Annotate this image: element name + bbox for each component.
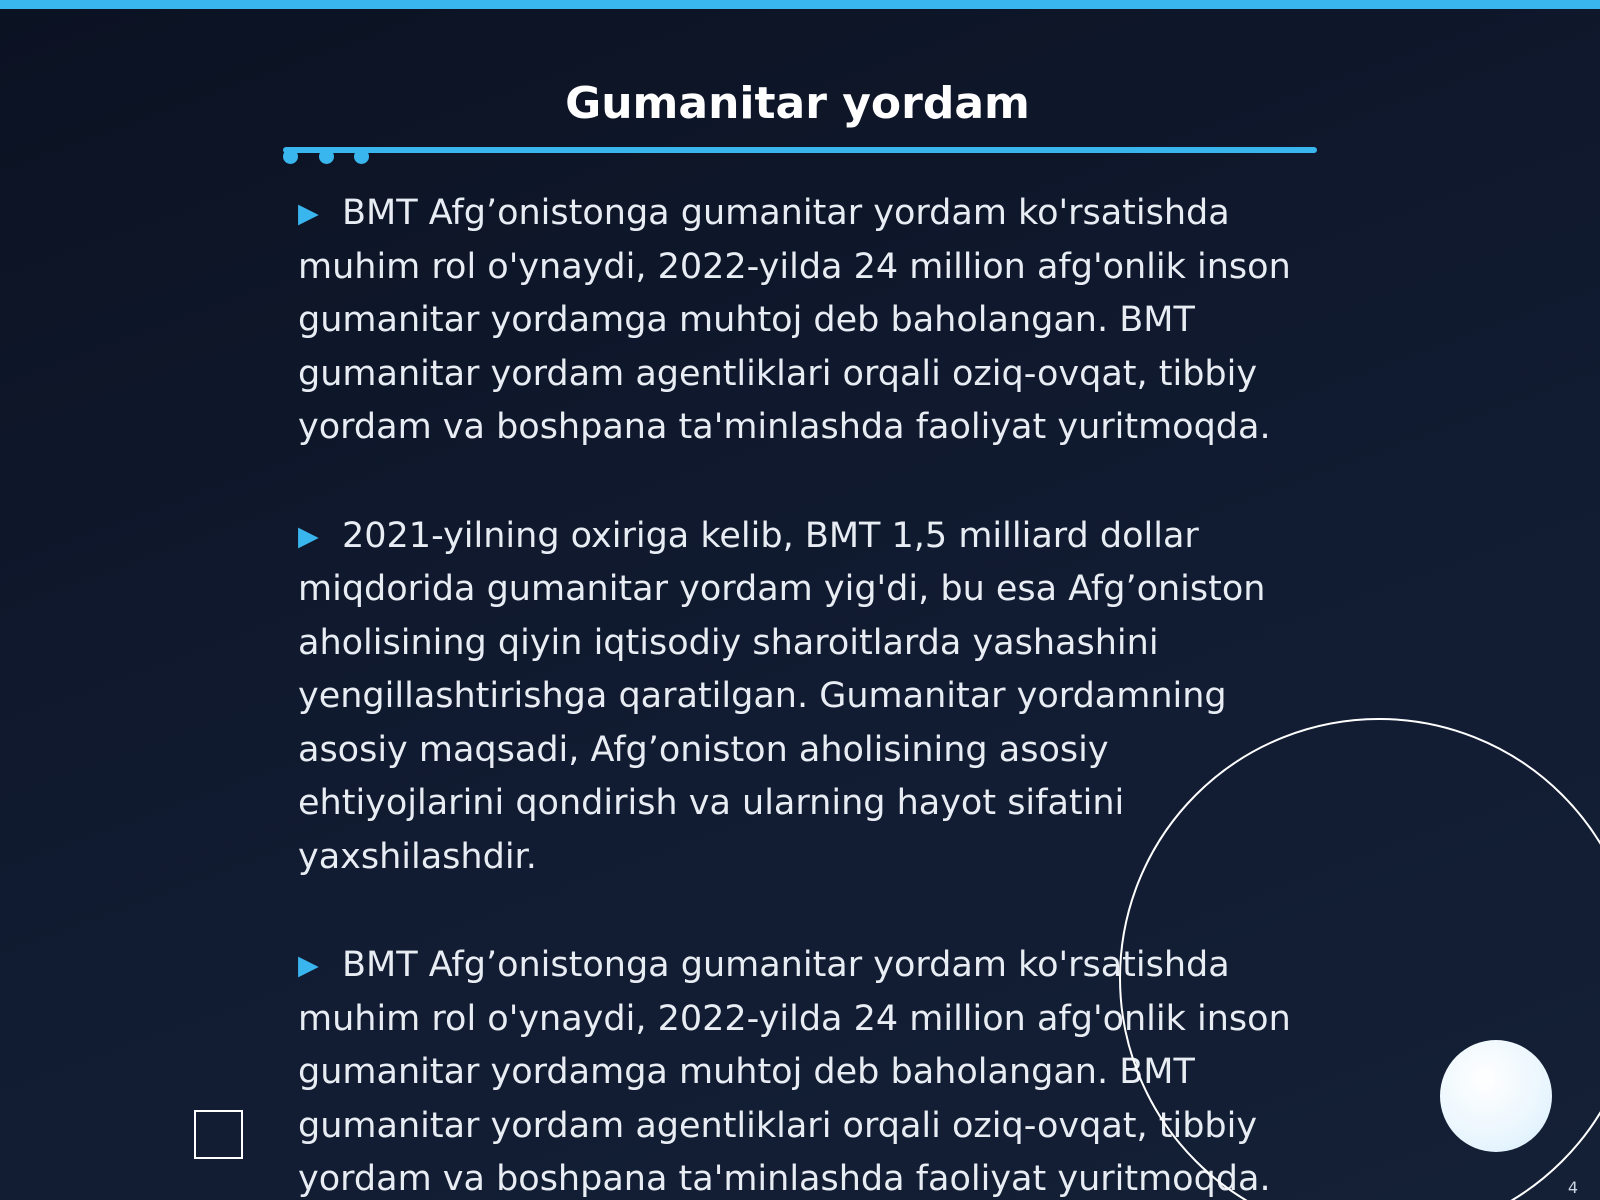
page-number: 4 — [1567, 1178, 1578, 1197]
top-accent-bar — [0, 0, 1600, 9]
bullet-text: BMT Afg’onistonga gumanitar yordam ko'rsatishda muhim rol o'ynaydi, 2022-yilda 24 million afg'onlik inson gumanitar yordamga muhtoj deb baholangan. BMT gumanitar yordam agentliklari orqali oziq-ovqat, tibbiy yordam va boshpana ta'minlashda faoliyat yuritmoqda. — [298, 945, 1291, 1199]
slide-title: Gumanitar yordam — [565, 78, 1030, 129]
bullet-text: 2021-yilning oxiriga kelib, BMT 1,5 milliard dollar miqdorida gumanitar yordam yig'di, bu esa Afg’oniston aholisining qiyin iqtisodiy sharoitlarda yashashini yengillashtirishga qaratilgan. Gumanitar yordamning asosiy maqsadi, Afg’oniston aholisining asosiy ehtiyojlarini qondirish va ularning hayot sifatini yaxshilashdir. — [298, 515, 1266, 877]
title-underline — [283, 147, 1317, 153]
accent-dot — [283, 149, 298, 164]
accent-dot — [354, 149, 369, 164]
decorative-filled-circle — [1440, 1040, 1552, 1152]
bullet-paragraph — [298, 187, 1308, 455]
bullet-arrow-icon: ▶ — [298, 520, 319, 552]
bullet-text: BMT Afg’onistonga gumanitar yordam ko'rsatishda muhim rol o'ynaydi, 2022-yilda 24 million afg'onlik inson gumanitar yordamga muhtoj deb baholangan. BMT gumanitar yordam agentliklari orqali oziq-ovqat, tibbiy yordam va boshpana ta'minlashda faoliyat yuritmoqda. — [298, 193, 1291, 447]
bullet-arrow-icon: ▶ — [298, 950, 319, 981]
accent-dot — [319, 149, 334, 164]
bullet-arrow-icon: ▶ — [298, 198, 319, 229]
decorative-square-outline — [194, 1110, 243, 1159]
bullet-paragraph — [298, 510, 1308, 885]
